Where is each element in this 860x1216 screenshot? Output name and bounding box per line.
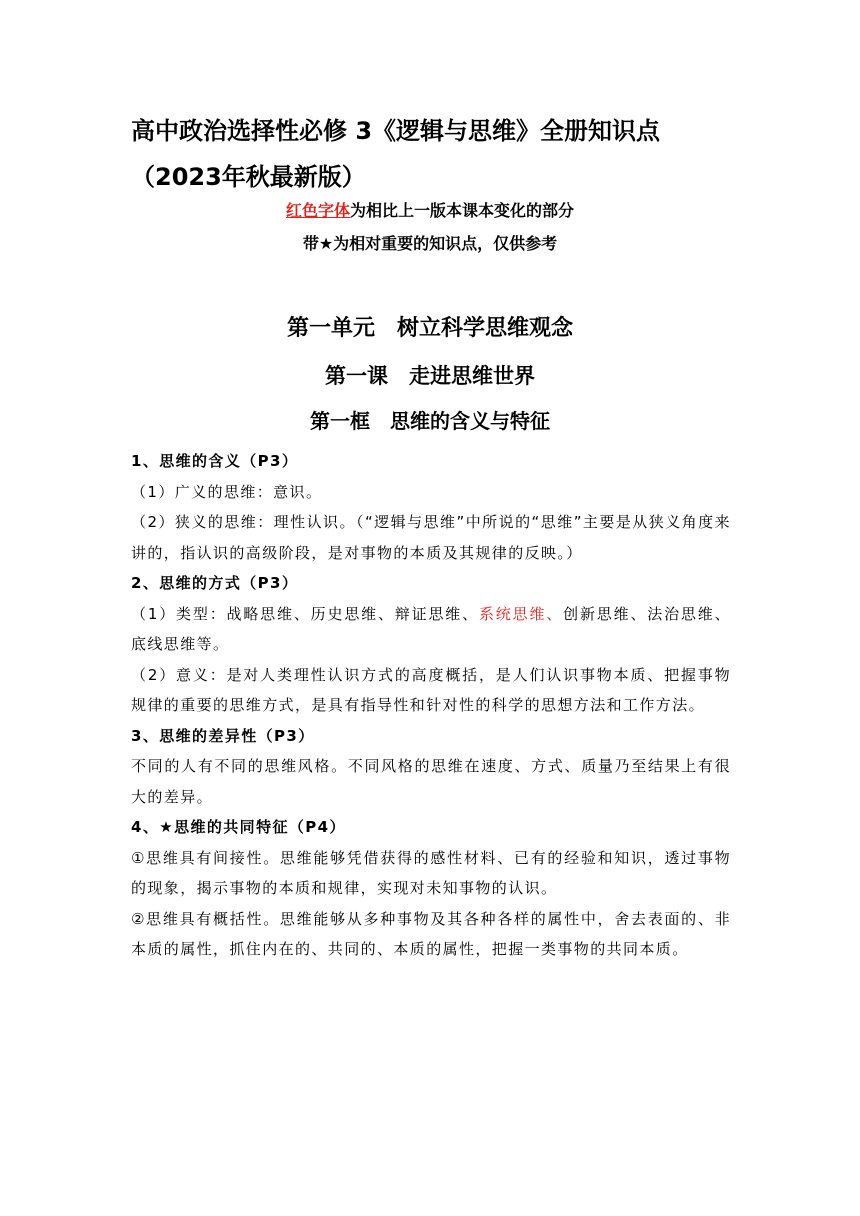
paragraph-method-types	[131, 599, 731, 660]
document-title: 高中政治选择性必修 3《逻辑与思维》全册知识点（2023年秋最新版）	[131, 117, 661, 191]
paragraph-differences: 不同的人有不同的思维风格。不同风格的思维在速度、方式、质量乃至结果上有很大的差异。	[131, 757, 731, 806]
method-types-text-a: （1）类型：战略思维、历史思维、辩证思维、	[131, 604, 479, 623]
paragraph-indirectness: ①思维具有间接性。思维能够凭借获得的感性材料、已有的经验和知识，透过事物的现象，揭示事物的本质和规律，实现对未知事物的认识。	[131, 848, 731, 897]
body-content	[131, 446, 731, 965]
lesson-heading: 第一课 走进思维世界	[325, 364, 535, 388]
method-types-text-b: 创新思维、法治思维、底线思维等。	[131, 604, 731, 653]
section-heading-methods: 2、思维的方式（P3）	[131, 574, 299, 592]
section-heading-differences: 3、思维的差异性（P3）	[131, 726, 315, 745]
section-heading-meaning: 1、思维的含义（P3）	[131, 452, 299, 470]
red-font-label: 红色字体	[285, 201, 350, 220]
paragraph-broad-thinking: （1）广义的思维：意识。	[131, 482, 323, 501]
paragraph-method-significance: （2）意义：是对人类理性认识方式的高度概括，是人们认识事物本质、把握事物规律的重要的思维方式，是具有指导性和针对性的科学的思想方法和工作方法。	[131, 665, 731, 714]
change-note	[0, 199, 860, 223]
method-types-changed-text: 系统思维、	[478, 604, 564, 623]
paragraph-narrow-thinking: （2）狭义的思维：理性认识。（“逻辑与思维”中所说的“思维”主要是从狭义角度来讲的，指认识的高级阶段，是对事物的本质及其规律的反映。）	[131, 513, 731, 562]
unit-heading: 第一单元 树立科学思维观念	[286, 316, 573, 341]
star-note: 带★为相对重要的知识点，仅供参考	[302, 234, 558, 253]
paragraph-generality: ②思维具有概括性。思维能够从多种事物及其各种各样的属性中，舍去表面的、非本质的属性，抓住内在的、共同的、本质的属性，把握一类事物的共同本质。	[131, 909, 731, 958]
change-note-text: 为相比上一版本课本变化的部分	[350, 201, 575, 220]
frame-heading: 第一框 思维的含义与特征	[310, 409, 550, 433]
section-heading-common-features: 4、★思维的共同特征（P4）	[131, 818, 346, 836]
